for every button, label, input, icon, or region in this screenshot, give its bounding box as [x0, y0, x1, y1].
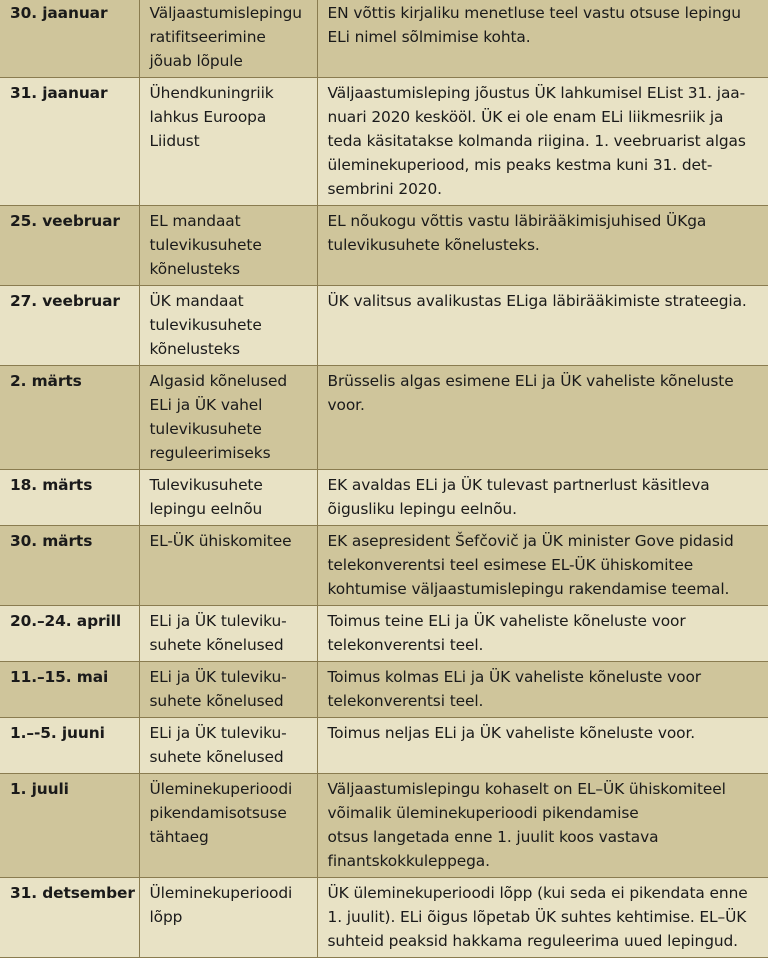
description-line: otsus langetada enne 1. juulit koos vastava	[327, 828, 659, 846]
event-line: ratifitseerimine	[149, 28, 266, 46]
description-line: sembrini 2020.	[327, 180, 442, 198]
event-cell	[139, 0, 317, 78]
event-line: suhete kõnelused	[149, 692, 284, 710]
description-cell	[317, 526, 768, 606]
event-line: kõnelusteks	[149, 340, 240, 358]
event-line: tulevikusuhete	[149, 236, 262, 254]
event-cell	[139, 366, 317, 470]
description-cell	[317, 470, 768, 526]
event-line: ÜK mandaat	[149, 292, 244, 310]
table-row	[0, 78, 768, 206]
description-line: EL nõukogu võttis vastu läbirääkimisjuhised ÜKga	[327, 212, 707, 230]
table-row	[0, 606, 768, 662]
event-line: EL mandaat	[149, 212, 241, 230]
event-line: lõpp	[149, 908, 183, 926]
date-cell: 11.–15. mai	[0, 662, 139, 718]
description-line: Toimus neljas ELi ja ÜK vaheliste kõneluste voor.	[327, 724, 696, 742]
table-row	[0, 662, 768, 718]
description-line: Toimus teine ELi ja ÜK vaheliste kõneluste voor	[327, 612, 686, 630]
event-line: Üleminekuperioodi	[149, 780, 293, 798]
event-line: suhete kõnelused	[149, 748, 284, 766]
table-row	[0, 526, 768, 606]
description-line: ÜK üleminekuperioodi lõpp (kui seda ei pikendata enne	[327, 884, 748, 902]
description-cell	[317, 878, 768, 958]
date-cell: 2. märts	[0, 366, 139, 470]
description-line: telekonverentsi teel esimese EL-ÜK ühiskomitee	[327, 556, 694, 574]
event-line: suhete kõnelused	[149, 636, 284, 654]
event-line: tähtaeg	[149, 828, 209, 846]
event-line: Liidust	[149, 132, 200, 150]
description-line: Väljaastumislepingu kohaselt on EL–ÜK ühiskomiteel	[327, 780, 726, 798]
date-cell: 30. märts	[0, 526, 139, 606]
table-row	[0, 878, 768, 958]
event-line: Tulevikusuhete	[149, 476, 263, 494]
event-line: reguleerimiseks	[149, 444, 271, 462]
table-row	[0, 0, 768, 78]
event-cell	[139, 606, 317, 662]
description-line: Toimus kolmas ELi ja ÜK vaheliste kõneluste voor	[327, 668, 701, 686]
table-row	[0, 718, 768, 774]
event-line: EL-ÜK ühiskomitee	[149, 532, 292, 550]
event-line: kõnelusteks	[149, 260, 240, 278]
description-cell	[317, 606, 768, 662]
event-line: Väljaastumislepingu	[149, 4, 302, 22]
table-row	[0, 470, 768, 526]
date-cell: 18. märts	[0, 470, 139, 526]
event-cell	[139, 78, 317, 206]
table-row	[0, 206, 768, 286]
event-line: tulevikusuhete	[149, 420, 262, 438]
event-line: jõuab lõpule	[149, 52, 243, 70]
event-line: Ühendkuningriik	[149, 84, 274, 102]
description-line: telekonverentsi teel.	[327, 636, 484, 654]
description-line: teda käsitatakse kolmanda riigina. 1. veebruarist algas	[327, 132, 746, 150]
description-line: nuari 2020 keskööl. ÜK ei ole enam ELi liikmesriik ja	[327, 108, 724, 126]
description-line: 1. juulit). ELi õigus lõpetab ÜK suhtes kehtimise. EL–ÜK	[327, 908, 747, 926]
description-line: kohtumise väljaastumislepingu rakendamise teemal.	[327, 580, 730, 598]
description-cell	[317, 662, 768, 718]
description-line: üleminekuperiood, mis peaks kestma kuni 31. det-	[327, 156, 713, 174]
event-line: ELi ja ÜK tuleviku-	[149, 724, 287, 742]
description-cell	[317, 718, 768, 774]
description-cell	[317, 366, 768, 470]
description-cell	[317, 78, 768, 206]
table-row	[0, 286, 768, 366]
description-line: tulevikusuhete kõnelusteks.	[327, 236, 540, 254]
date-cell: 25. veebruar	[0, 206, 139, 286]
description-line: voor.	[327, 396, 365, 414]
table-row	[0, 366, 768, 470]
event-cell	[139, 662, 317, 718]
table-row	[0, 774, 768, 878]
date-cell: 27. veebruar	[0, 286, 139, 366]
description-line: Brüsselis algas esimene ELi ja ÜK vaheliste kõneluste	[327, 372, 734, 390]
event-cell	[139, 526, 317, 606]
event-line: Üleminekuperioodi	[149, 884, 293, 902]
date-cell: 30. jaanuar	[0, 0, 139, 78]
event-cell	[139, 878, 317, 958]
date-cell: 1.–-5. juuni	[0, 718, 139, 774]
description-line: telekonverentsi teel.	[327, 692, 484, 710]
description-line: EN võttis kirjaliku menetluse teel vastu otsuse lepingu	[327, 4, 741, 22]
event-cell	[139, 718, 317, 774]
date-cell: 20.–24. aprill	[0, 606, 139, 662]
event-cell	[139, 206, 317, 286]
description-line: suhteid peaksid hakkama reguleerima uued lepingud.	[327, 932, 738, 950]
event-line: Algasid kõnelused	[149, 372, 288, 390]
event-cell	[139, 470, 317, 526]
description-line: finantskokkuleppega.	[327, 852, 490, 870]
description-line: ELi nimel sõlmimise kohta.	[327, 28, 531, 46]
event-line: lepingu eelnõu	[149, 500, 263, 518]
description-line: Väljaastumisleping jõustus ÜK lahkumisel EList 31. jaa-	[327, 84, 746, 102]
date-cell: 31. detsember	[0, 878, 139, 958]
date-cell: 1. juuli	[0, 774, 139, 878]
event-line: ELi ja ÜK tuleviku-	[149, 668, 287, 686]
event-line: tulevikusuhete	[149, 316, 262, 334]
event-cell	[139, 286, 317, 366]
description-line: EK asepresident Šefčovič ja ÜK minister Gove pidasid	[327, 532, 734, 550]
event-line: ELi ja ÜK tuleviku-	[149, 612, 287, 630]
description-line: võimalik üleminekuperioodi pikendamise	[327, 804, 639, 822]
description-cell	[317, 774, 768, 878]
date-cell: 31. jaanuar	[0, 78, 139, 206]
event-line: ELi ja ÜK vahel	[149, 396, 263, 414]
event-cell	[139, 774, 317, 878]
description-cell	[317, 286, 768, 366]
description-cell	[317, 0, 768, 78]
description-line: õigusliku lepingu eelnõu.	[327, 500, 517, 518]
event-line: pikendamisotsuse	[149, 804, 287, 822]
event-line: lahkus Euroopa	[149, 108, 267, 126]
description-line: ÜK valitsus avalikustas ELiga läbirääkimiste strateegia.	[327, 292, 747, 310]
description-cell	[317, 206, 768, 286]
description-line: EK avaldas ELi ja ÜK tulevast partnerlust käsitleva	[327, 476, 710, 494]
